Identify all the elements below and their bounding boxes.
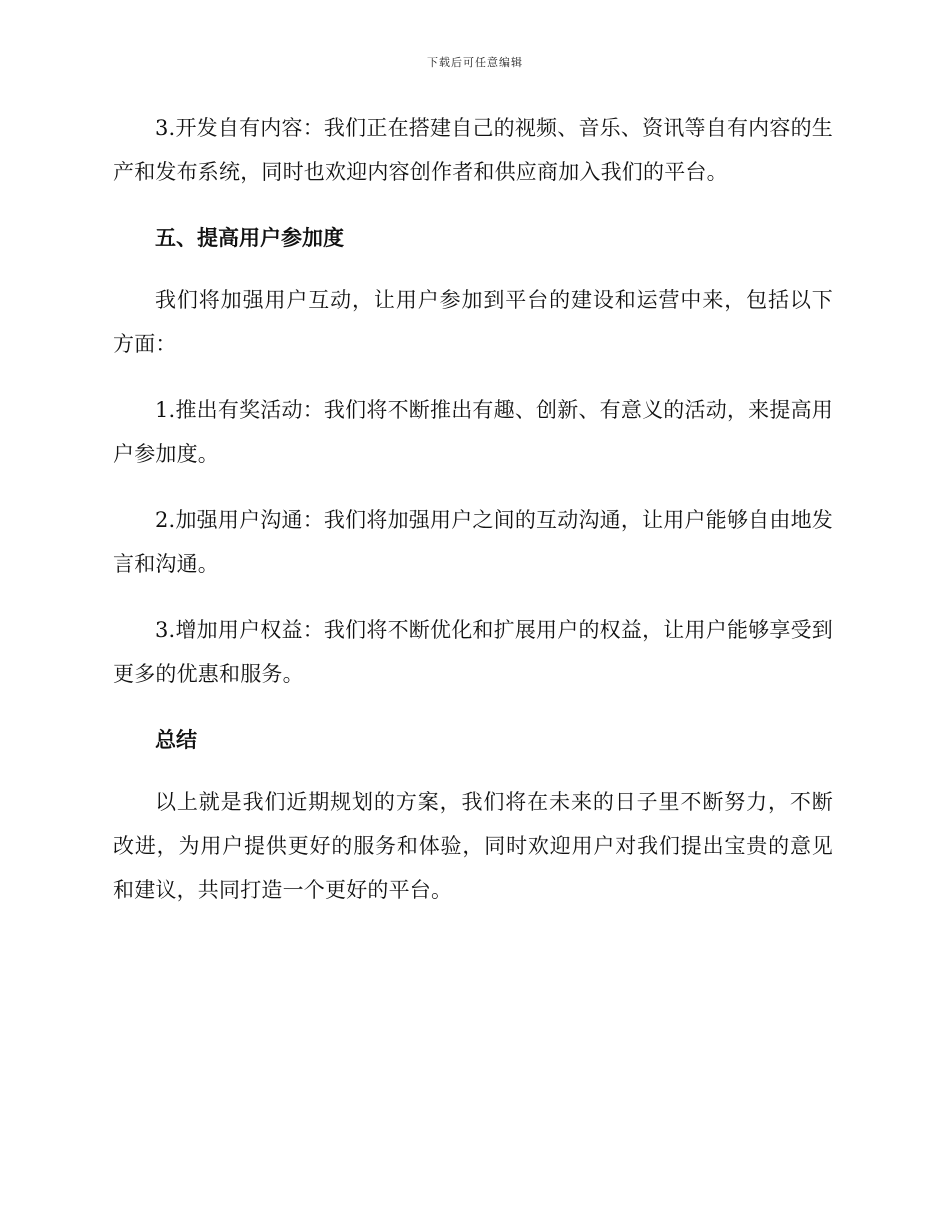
document-body — [113, 106, 833, 934]
paragraph-reward-activities: 1.推出有奖活动：我们将不断推出有趣、创新、有意义的活动，来提高用户参加度。 — [113, 398, 833, 466]
paragraph-own-content: 3.开发自有内容：我们正在搭建自己的视频、音乐、资讯等自有内容的生产和发布系统，同时也欢迎内容创作者和供应商加入我们的平台。 — [113, 116, 833, 184]
paragraph-user-interaction-intro: 我们将加强用户互动，让用户参加到平台的建设和运营中来，包括以下方面： — [113, 288, 833, 356]
paragraph-user-communication: 2.加强用户沟通：我们将加强用户之间的互动沟通，让用户能够自由地发言和沟通。 — [113, 508, 833, 576]
section-heading-summary: 总结 — [155, 728, 197, 752]
paragraph-summary: 以上就是我们近期规划的方案，我们将在未来的日子里不断努力，不断改进，为用户提供更好的服务和体验，同时欢迎用户对我们提出宝贵的意见和建议，共同打造一个更好的平台。 — [113, 790, 833, 902]
section-heading-user-participation: 五、提高用户参加度 — [155, 226, 344, 250]
paragraph-user-benefits: 3.增加用户权益：我们将不断优化和扩展用户的权益，让用户能够享受到更多的优惠和服务。 — [113, 618, 833, 686]
page-header-note: 下载后可任意编辑 — [427, 56, 523, 69]
